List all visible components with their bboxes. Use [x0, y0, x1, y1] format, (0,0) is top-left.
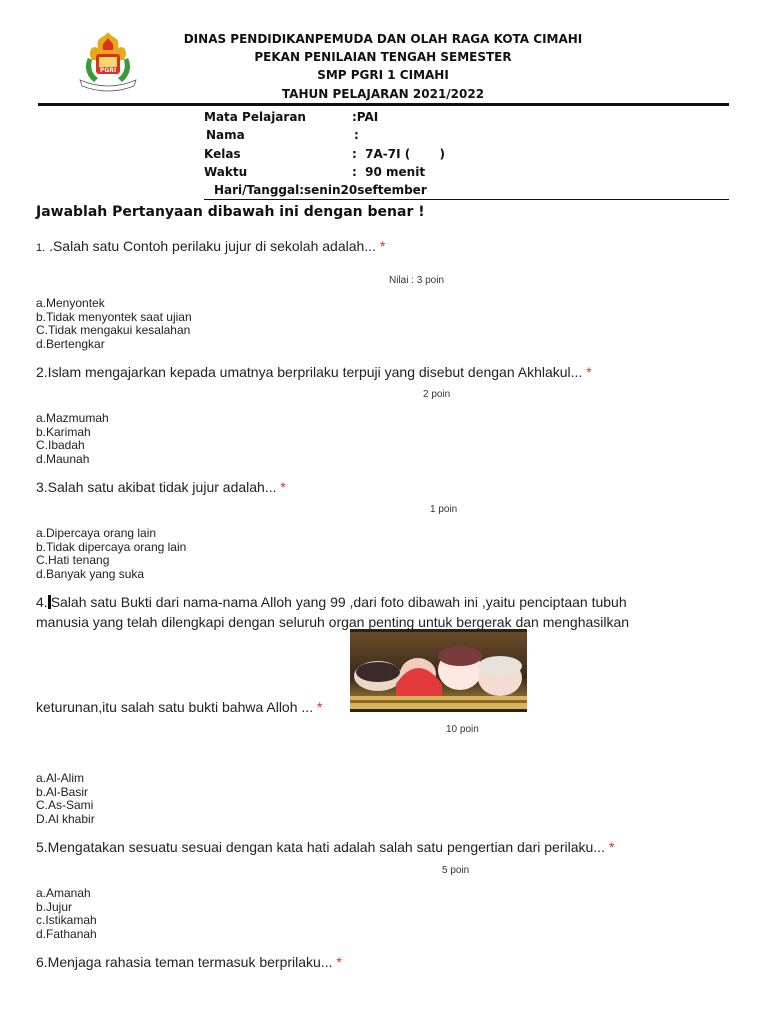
required-marker: *: [336, 954, 342, 970]
question-3-options: [36, 527, 186, 581]
time-label: Waktu: [204, 165, 248, 179]
option-b: b.Al-Basir: [36, 784, 89, 799]
question-number: 1.: [36, 242, 46, 254]
option-a: a.Menyontek: [36, 296, 105, 310]
option-a: a.Amanah: [36, 886, 91, 900]
question-4-points: 10 poin: [446, 724, 479, 735]
logo-text: PGRI: [99, 67, 117, 74]
question-1-options: [36, 297, 192, 351]
family-photo-icon: [350, 632, 527, 712]
option-c: c.Istikamah: [36, 913, 97, 927]
question-5: [36, 839, 614, 855]
question-text: 2.Islam mengajarkan kepada umatnya berprilaku terpuji yang disebut dengan Akhlakul...: [36, 364, 583, 380]
info-divider: [204, 199, 729, 200]
question-5-options: [36, 887, 97, 941]
option-d: D.Al khabir: [36, 811, 95, 826]
subject-value: :PAI: [352, 110, 379, 124]
question-1: [36, 238, 385, 254]
class-value: : 7A-7I ( ): [352, 147, 445, 161]
question-5-points: 5 poin: [442, 865, 470, 876]
question-4-photo: [350, 629, 527, 712]
name-label: Nama: [206, 128, 245, 142]
school-logo: [74, 30, 142, 94]
option-c: C.Hati tenang: [36, 553, 110, 567]
question-3: [36, 479, 286, 495]
question-text: Salah satu Bukti dari nama-nama Alloh yang 99 ,dari foto dibawah ini ,yaitu penciptaan tubuh: [50, 594, 627, 610]
question-3-points: 1 poin: [430, 504, 458, 515]
question-number: 4.: [36, 594, 48, 610]
subject-label: Mata Pelajaran: [204, 110, 306, 124]
header-exam-title: PEKAN PENILAIAN TENGAH SEMESTER: [254, 50, 512, 64]
class-label: Kelas: [204, 147, 241, 161]
question-4-line-1: [36, 594, 627, 610]
option-d: d.Maunah: [36, 451, 90, 466]
option-d: d.Bertengkar: [36, 336, 105, 351]
required-marker: *: [316, 699, 323, 715]
question-6: [36, 954, 342, 970]
required-marker: *: [586, 364, 592, 380]
question-4-options: [36, 772, 95, 826]
question-4-line-2: manusia yang telah dilengkapi dengan seluruh organ penting untuk bergerak dan menghasilkan: [36, 614, 630, 630]
header-school: SMP PGRI 1 CIMAHI: [317, 68, 449, 82]
instruction: Jawablah Pertanyaan dibawah ini dengan benar !: [36, 204, 425, 220]
question-text: 5.Mengatakan sesuatu sesuai dengan kata hati adalah salah satu pengertian dari perilaku...: [36, 839, 605, 855]
question-2-points: 2 poin: [423, 389, 451, 400]
option-c: C.Tidak mengakui kesalahan: [36, 323, 191, 337]
required-marker: *: [608, 839, 615, 855]
option-c: C.Ibadah: [36, 438, 85, 452]
question-2: [36, 364, 592, 380]
option-a: a.Al-Alim: [36, 771, 85, 785]
question-text: keturunan,itu salah satu bukti bahwa Alloh ...: [36, 699, 314, 715]
question-text: 6.Menjaga rahasia teman termasuk berprilaku...: [36, 954, 333, 970]
name-value: :: [354, 128, 359, 142]
time-value: : 90 menit: [352, 165, 426, 179]
pgri-emblem-icon: [74, 30, 142, 94]
required-marker: *: [379, 238, 386, 254]
option-b: b.Tidak dipercaya orang lain: [36, 539, 187, 554]
question-text: 3.Salah satu akibat tidak jujur adalah...: [36, 479, 277, 495]
question-4-line-3: [36, 699, 322, 715]
question-1-points: Nilai : 3 poin: [389, 275, 445, 286]
day-date: Hari/Tanggal:senin20seftember: [214, 183, 427, 197]
header-agency: DINAS PENDIDIKANPEMUDA DAN OLAH RAGA KOTA CIMAHI: [183, 32, 583, 46]
option-a: a.Mazmumah: [36, 411, 109, 425]
header-divider: [38, 103, 729, 106]
question-text: .Salah satu Contoh perilaku jujur di sekolah adalah...: [45, 238, 376, 254]
option-b: b.Tidak menyontek saat ujian: [36, 309, 192, 324]
option-d: d.Fathanah: [36, 926, 97, 941]
header-year: TAHUN PELAJARAN 2021/2022: [281, 87, 485, 101]
question-2-options: [36, 412, 109, 466]
option-b: b.Karimah: [36, 424, 91, 439]
option-c: C.As-Sami: [36, 798, 94, 812]
option-d: d.Banyak yang suka: [36, 566, 145, 581]
option-b: b.Jujur: [36, 899, 73, 914]
option-a: a.Dipercaya orang lain: [36, 526, 157, 540]
required-marker: *: [280, 479, 286, 495]
